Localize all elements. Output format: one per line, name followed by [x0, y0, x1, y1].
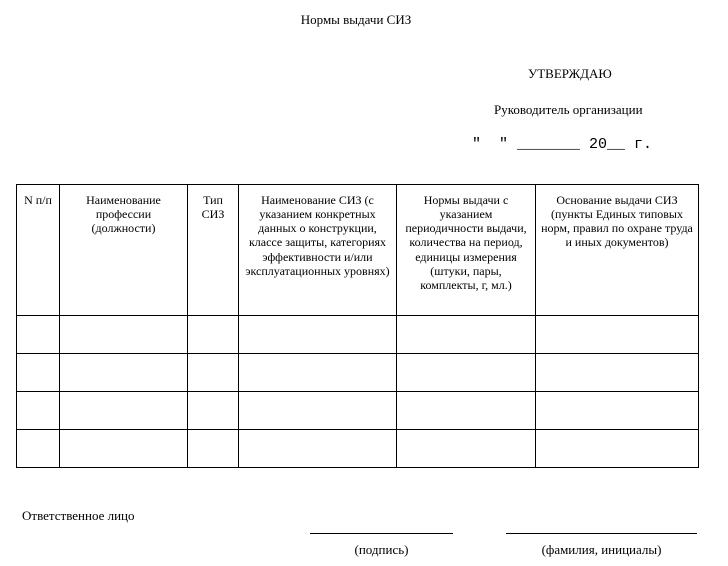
header-number: N п/п: [17, 185, 60, 316]
ppe-norms-table: [16, 184, 699, 468]
approval-date-line: " " _______ 20__ г.: [472, 136, 653, 153]
table-row: [17, 354, 699, 392]
table-cell: [17, 430, 60, 468]
header-profession: Наименование профессии (должности): [60, 185, 188, 316]
table-cell: [17, 392, 60, 430]
table-cell: [188, 354, 239, 392]
table-header-row: [17, 185, 699, 316]
table-row: [17, 430, 699, 468]
table-cell: [397, 430, 536, 468]
document-title: Нормы выдачи СИЗ: [300, 12, 412, 27]
table-cell: [397, 354, 536, 392]
table-cell: [397, 392, 536, 430]
name-caption: (фамилия, инициалы): [541, 542, 662, 557]
signature-caption: (подпись): [354, 542, 409, 557]
table-cell: [239, 392, 397, 430]
table-cell: [17, 354, 60, 392]
table-cell: [536, 430, 699, 468]
table-cell: [536, 392, 699, 430]
header-issue-norms: Нормы выдачи с указанием периодичности выдачи, количества на период, единицы измерения (штуки, пары, комплекты, г, мл.): [397, 185, 536, 316]
table-cell: [17, 316, 60, 354]
header-issue-basis: Основание выдачи СИЗ (пункты Единых типовых норм, правил по охране труда и иных документов): [536, 185, 699, 316]
name-line: [506, 533, 697, 534]
table-cell: [60, 316, 188, 354]
table-cell: [397, 316, 536, 354]
table-cell: [60, 430, 188, 468]
table-cell: [239, 316, 397, 354]
table-cell: [60, 392, 188, 430]
table-cell: [60, 354, 188, 392]
table-row: [17, 392, 699, 430]
table-cell: [188, 392, 239, 430]
table-cell: [188, 430, 239, 468]
table-row: [17, 316, 699, 354]
table-cell: [536, 316, 699, 354]
approve-label: УТВЕРЖДАЮ: [528, 66, 612, 81]
table-cell: [239, 354, 397, 392]
header-ppe-name: Наименование СИЗ (с указанием конкретных данных о конструкции, классе защиты, категориях эффективности и/или эксплуатационных уровнях): [239, 185, 397, 316]
head-of-organization-label: Руководитель организации: [494, 102, 643, 117]
table-cell: [536, 354, 699, 392]
table-cell: [188, 316, 239, 354]
signature-line: [310, 533, 453, 534]
header-ppe-type: Тип СИЗ: [188, 185, 239, 316]
responsible-person-label: Ответственное лицо: [22, 508, 135, 523]
table-cell: [239, 430, 397, 468]
